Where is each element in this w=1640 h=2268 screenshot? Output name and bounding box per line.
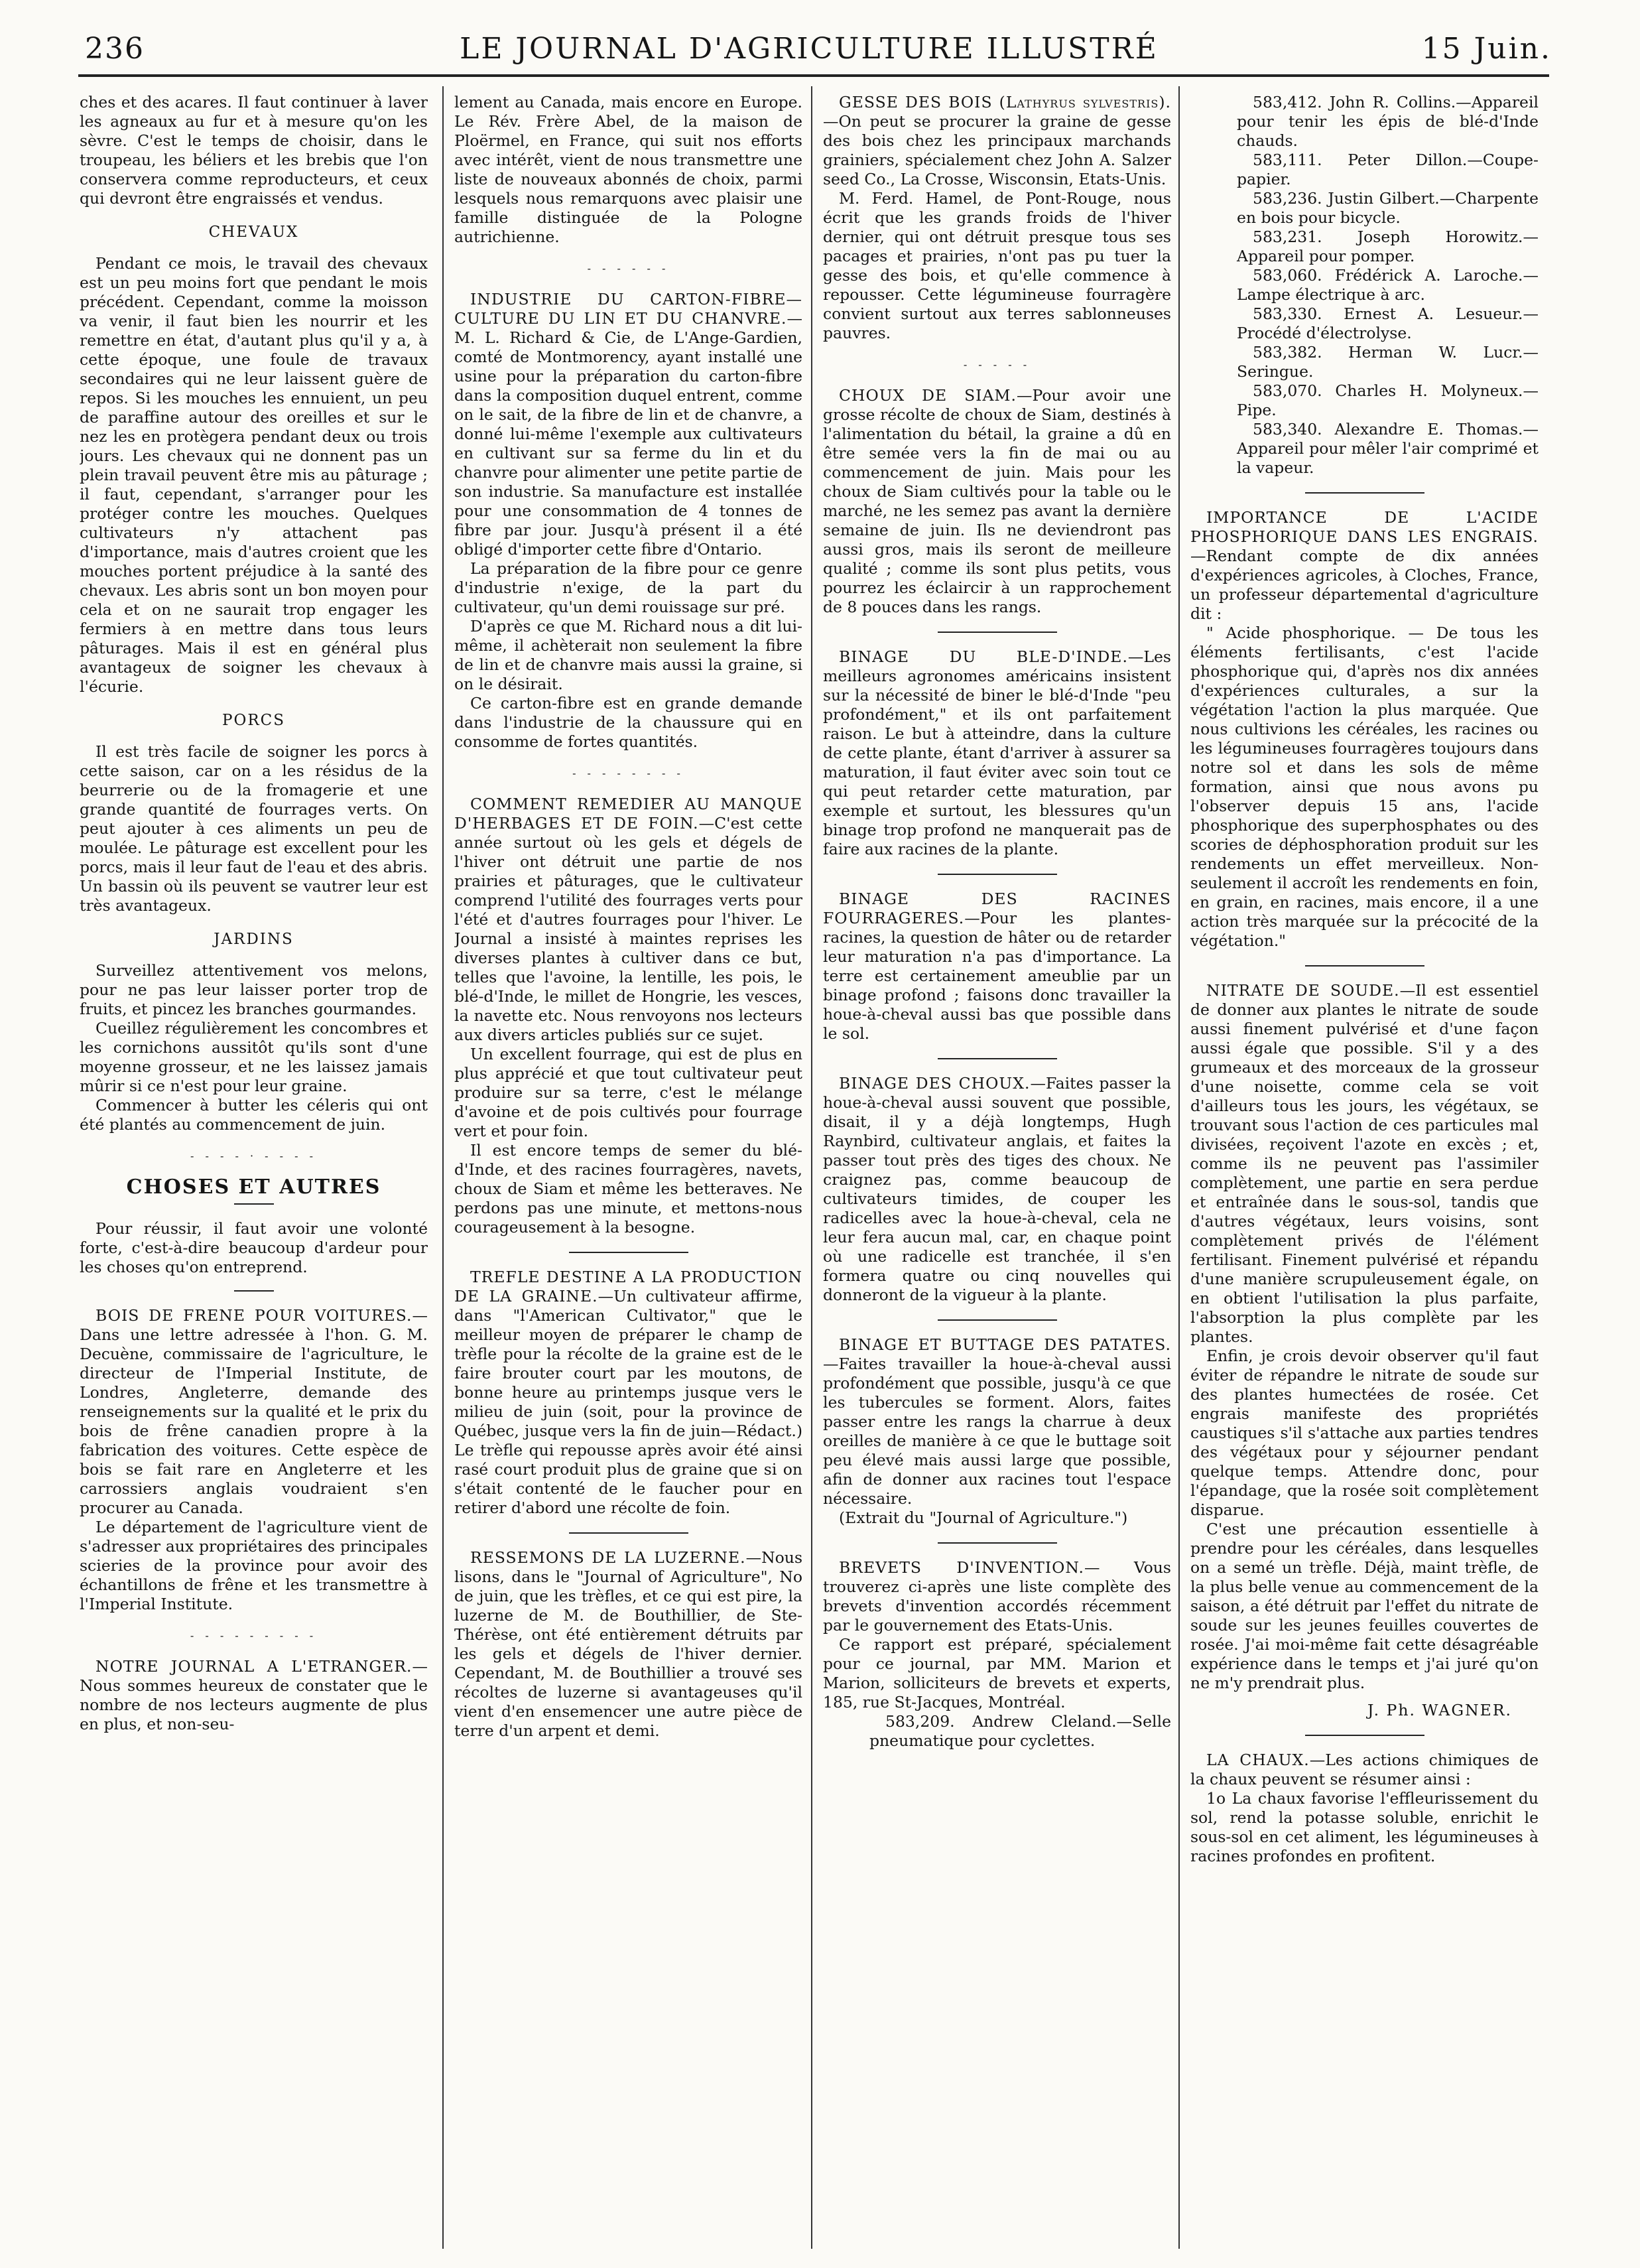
paragraph: M. Ferd. Hamel, de Pont-Rouge, nous écrit que les grands froids de l'hiver dernier, qui ont détruit presque tous ses pacages et prairies, n'ont pas pu tuer la gesse des bois, et qu'elle commence à repousser. Cette légumineuse fourragère convient surtout aux terres sablonneuses pauvres. (823, 189, 1171, 342)
section-heading: PORCS (221, 712, 285, 729)
patent-entry: 583,236. Justin Gilbert.—Charpente en bois pour bicycle. (1237, 189, 1539, 227)
paragraph: 1o La chaux favorise l'effleurissement du sol, rend la potasse soluble, enrichit le sous-sol en cet aliment, les légumineuses à racines profondes en profitent. (1190, 1789, 1539, 1865)
article-body: —Un cultivateur affirme, dans "l'American Cultivator," que le meilleur moyen de préparer le champ de trèfle pour la récolte de la graine est de le faire brouter court par les moutons, de bonne heure au printemps jusque vers le milieu de juin (soit, pour la province de Québec, jusque vers la fin de juin—Rédact.) Le trèfle qui repousse après avoir été ainsi rasé court produit plus de graine que si on s'était contenté de le faucher pour en retirer d'abord une récolte de foin. (454, 1287, 802, 1517)
patent-entry: 583,382. Herman W. Lucr.—Seringue. (1237, 343, 1539, 381)
article-heading: TREFLE DESTINE A LA PRODUCTION DE LA GRAINE. (454, 1268, 802, 1305)
article-body: —Les actions chimiques de la chaux peuvent se résumer ainsi : (1190, 1751, 1539, 1788)
article-body: —On peut se procurer la graine de gesse des bois chez les principaux marchands grainiers, spécialement chez John A. Salzer seed Co., La Crosse, Wisconsin, Etats-Unis. (823, 112, 1171, 188)
quoted-paragraph: " Acide phosphorique. — De tous les éléments fertilisants, c'est l'acide phosphorique qui, d'après nos dix années d'expériences culturales, a sur la végétation l'action la plus marquée. Que nous cultivions les céréales, les racines ou les légumineuses fourragères toujours dans notre sol et dans les sols de même formation, ainsi que nous avons pu l'observer depuis 15 ans, l'acide phosphorique des superphosphates ou des scories de déphosphoration produit sur les rendements un effet merveilleux. Non-seulement il accroît les rendements en foin, en grain, en racines, mais encore, il a une action très marquée sur la précocité de la végétation." (1190, 624, 1539, 950)
column-1 (80, 93, 428, 2242)
article-body: — Vous trouverez ci-après une liste complète des brevets d'invention accordés récemment par le gouvernement des Etats-Unis. (823, 1558, 1171, 1634)
column-4 (1190, 93, 1539, 2242)
column-divider (811, 86, 812, 2249)
paragraph: Commencer à butter les céleris qui ont été plantés au commencement de juin. (80, 1096, 428, 1134)
patent-entry: 583,330. Ernest A. Lesueur.—Procédé d'électrolyse. (1237, 304, 1539, 342)
journal-title: LE JOURNAL D'AGRICULTURE ILLUSTRÉ (460, 32, 1159, 66)
article-heading: CHOUX DE SIAM. (839, 386, 1017, 405)
paragraph: La préparation de la fibre pour ce genre d'industrie n'exige, de la part du cultivateur, qu'un demi rouissage sur pré. (454, 559, 802, 616)
title-rule (234, 1203, 274, 1205)
paragraph: D'après ce que M. Richard nous a dit lui-même, il achèterait non seulement la fibre de lin et de chanvre mais aussi la graine, si on le désirait. (454, 617, 802, 693)
separator-rule (938, 1058, 1057, 1059)
article-heading: BINAGE DES RACINES FOURRAGERES. (823, 890, 1171, 927)
patent-entry: 583,412. John R. Collins.—Appareil pour tenir les épis de blé-d'Inde chauds. (1237, 93, 1539, 150)
article-body: —Rendant compte de dix années d'expériences agricoles, à Cloches, France, un professeur départemental d'agriculture dit : (1190, 547, 1539, 623)
paragraph: Il est encore temps de semer du blé-d'Inde, et des racines fourragères, navets, choux de Siam et même les betteraves. Ne perdons pas une minute, et mettons-nous courageusement à la besogne. (454, 1141, 802, 1236)
column-divider (1178, 86, 1180, 2249)
paragraph: C'est une précaution essentielle à prendre pour les céréales, dans lesquelles on a semé un trèfle. Déjà, maint trèfle, de la plus belle venue au commencement de la saison, a été détruit par l'effet du nitrate de soude sur les jeunes feuilles couvertes de rosée. J'ai moi-même fait cette désagréable expérience dans le temps et j'ai juré qu'on ne m'y prendrait plus. (1190, 1520, 1539, 1692)
article-body: —M. L. Richard & Cie, de L'Ange-Gardien, comté de Montmorency, ayant installé une usine pour la préparation du carton-fibre dans la composition duquel entrent, comme on le sait, de la fibre de lin et de chanvre, a donné lui-même l'exemple aux cultivateurs en cultivant sur sa ferme du lin et du chanvre pour alimenter une petite partie de son industrie. Sa manufacture est installée pour une consommation de 4 tonnes de fibre par jour. Jusqu'à présent il a été obligé d'importer cette fibre d'Ontario. (454, 309, 802, 559)
paragraph: Ce rapport est préparé, spécialement pour ce journal, par MM. Marion et Marion, solliciteurs de brevets et experts, 185, rue St-Jacques, Montréal. (823, 1635, 1171, 1711)
section-heading: CHEVAUX (208, 224, 299, 241)
article-body: —Pour avoir une grosse récolte de choux de Siam, destinés à l'alimentation du bétail, la graine a dû en être semée vers la fin de mai ou au commencement de juin. Mais pour les choux de Siam cultivés pour la table ou le marché, ne les semez pas avant la dernière semaine de juin. Ils ne deviendront pas aussi gros, mais ils seront de meilleure qualité ; comme ils sont plus petits, vous pourrez les éclaircir à un rapprochement de 8 pouces dans les rangs. (823, 386, 1171, 616)
patent-entry: 583,070. Charles H. Molyneux.—Pipe. (1237, 381, 1539, 419)
patent-entry: 583,340. Alexandre E. Thomas.—Appareil pour mêler l'air comprimé et la vapeur. (1237, 420, 1539, 477)
paragraph: Ce carton-fibre est en grande demande dans l'industrie de la chaussure qui en consomme de fortes quantités. (454, 694, 802, 751)
paragraph: Pendant ce mois, le travail des chevaux est un peu moins fort que pendant le mois précédent. Cependant, comme la moisson va venir, il faut bien les nourrir et les remettre en état, d'autant plus qu'il y a, à cette époque, une foule de travaux secondaires qui ne leur laissent guère de repos. Si les mouches les ennuient, un peu de paraffine autour des oreilles et sur le nez les en protègera pendant deux ou trois jours. Les chevaux qui ne donnent pas un plein travail peuvent être mis au pâturage ; il faut, cependant, s'arranger pour les protéger contre les mouches. Quelques cultivateurs n'y attachent pas d'importance, mais d'autres croient que les mouches portent préjudice à la santé des chevaux. Les abris sont un bon moyen pour cela et on ne saurait trop engager les fermiers à en mettre dans tous leurs pâturages. Mais il est en général plus avantageux de soigner les chevaux à l'écurie. (80, 254, 428, 696)
paragraph: Surveillez attentivement vos melons, pour ne pas leur laisser porter trop de fruits, et pincez les branches gourmandes. (80, 961, 428, 1018)
source-note: (Extrait du "Journal of Agriculture.") (839, 1508, 1128, 1527)
patent-entry: 583,111. Peter Dillon.—Coupe-papier. (1237, 151, 1539, 188)
separator-rule (938, 632, 1057, 633)
article-heading: IMPORTANCE DE L'ACIDE PHOSPHORIQUE DANS LES ENGRAIS. (1190, 508, 1539, 546)
separator: - - - - - - - - (572, 767, 684, 779)
patent-entry: 583,209. Andrew Cleland.—Selle pneumatique pour cyclettes. (869, 1712, 1171, 1750)
article-heading: RESSEMONS DE LA LUZERNE. (470, 1548, 746, 1567)
separator: - - - - - - - - - (190, 1629, 318, 1642)
article-heading: NITRATE DE SOUDE. (1206, 981, 1400, 1000)
article-heading: BREVETS D'INVENTION. (839, 1558, 1084, 1577)
paragraph: ches et des acares. Il faut continuer à laver les agneaux au fur et à mesure qu'on les sèvre. C'est le temps de choisir, dans le troupeau, les béliers et les brebis que l'on conservera comme reproducteurs, et ceux qui devront être engraissés et vendus. (80, 93, 428, 208)
article-body: —Faites travailler la houe-à-cheval aussi profondément que possible, jusqu'à ce que les tubercules se forment. Alors, faites passer entre les rangs la charrue à deux oreilles de manière à ce que le buttage soit peu élevé mais aussi large que possible, afin de donner aux racines tout l'espace nécessaire. (823, 1355, 1171, 1508)
separator-rule (569, 1252, 688, 1253)
column-2 (454, 93, 802, 2242)
issue-date: 15 Juin. (1421, 32, 1552, 66)
separator-rule (1305, 965, 1424, 967)
separator: - - - - - - (587, 262, 670, 275)
page-header (66, 32, 1552, 73)
signature: J. Ph. WAGNER. (1367, 1701, 1512, 1719)
paragraph: Un excellent fourrage, qui est de plus en plus apprécié et que tout cultivateur peut produire sur sa terre, c'est le mélange d'avoine et de pois cultivés pour fourrage vert et pour foin. (454, 1045, 802, 1140)
patent-entry: 583,231. Joseph Horowitz.—Appareil pour pomper. (1237, 228, 1539, 265)
section-heading: JARDINS (214, 931, 294, 948)
section-title: CHOSES ET AUTRES (126, 1175, 381, 1199)
article-heading: GESSE DES BOIS (Lathyrus sylvestris). (839, 93, 1171, 111)
paragraph: lement au Canada, mais encore en Europe. Le Rév. Frère Abel, de la maison de Ploërmel, en France, qui suit nos efforts avec intérêt, vient de nous transmettre une liste de nouveaux abonnés de choix, parmi lesquels nous remarquons avec plaisir une famille distinguée de la Pologne autrichienne. (454, 93, 802, 246)
separator: - - - - · - - - - (190, 1150, 318, 1162)
article-heading: INDUSTRIE DU CARTON-FIBRE—CULTURE DU LIN ET DU CHANVRE. (454, 290, 802, 328)
patent-entry: 583,060. Frédérick A. Laroche.—Lampe électrique à arc. (1237, 266, 1539, 304)
separator-rule (1305, 492, 1424, 494)
epigraph: Pour réussir, il faut avoir une volonté forte, c'est-à-dire beaucoup d'ardeur pour les choses qu'on entreprend. (80, 1219, 428, 1276)
column-3 (823, 93, 1171, 2242)
separator-rule (938, 1542, 1057, 1544)
article-heading: BINAGE ET BUTTAGE DES PATATES. (839, 1335, 1171, 1354)
separator-rule (1305, 1735, 1424, 1736)
article-body: —Dans une lettre adressée à l'hon. G. M. Decuène, commissaire de l'agriculture, le directeur de l'Imperial Institute, de Londres, Angleterre, demande des renseignements sur la qualité et le prix du bois de frêne canadien propre à la fabrication des voitures. Cette espèce de bois se fait rare en Angleterre et les carrossiers anglais voudraient s'en procurer au Canada. (80, 1306, 428, 1517)
article-heading: LA CHAUX. (1206, 1751, 1310, 1769)
article-body: —C'est cette année surtout où les gels et dégels de l'hiver ont détruit une partie de nos prairies et pâturages, que le cultivateur comprend l'utilité des fourrages verts pour l'été et d'autres fourrages pour l'hiver. Le Journal a insisté à maintes reprises les diverses plantes à cultiver dans ce but, telles que l'avoine, la lentille, les pois, le blé-d'Inde, le millet de Hongrie, les vesces, la navette etc. Nous renvoyons nos lecteurs aux divers articles publiés sur ce sujet. (454, 814, 802, 1044)
header-rule (78, 74, 1549, 77)
separator-rule (938, 1319, 1057, 1321)
separator-rule (569, 1532, 688, 1534)
article-body: —Pour les plantes-racines, la question de hâter ou de retarder leur maturation n'a pas d'importance. La terre est certainement ameublie par un binage profond ; faisons donc travailler la houe-à-cheval aussi bas que possible dans le sol. (823, 909, 1171, 1043)
title-rule (234, 1290, 274, 1292)
article-body: —Nous lisons, dans le "Journal of Agriculture", No de juin, que les trèfles, et ce qui est pire, la luzerne de M. de Bouthillier, de Ste-Thérèse, ont été entièrement détruits par les gels et dégels de l'hiver dernier. Cependant, M. de Bouthillier a trouvé ses récoltes de luzerne si avantageuses qu'il vient d'en ensemencer une autre pièce de terre d'un arpent et demi. (454, 1548, 802, 1740)
article-heading: BINAGE DES CHOUX. (839, 1074, 1031, 1093)
separator: - - - - - (963, 358, 1031, 371)
article-heading: BOIS DE FRENE POUR VOITURES. (95, 1306, 412, 1325)
article-body: —Il est essentiel de donner aux plantes le nitrate de soude aussi finement pulvérisé et d'une façon aussi égale que possible. S'il y a des grumeaux et des morceaux de la grosseur d'une noisette, comme cela se voit d'ailleurs tous les jours, les végétaux, se trouvant sous l'action de ces particules mal divisées, reçoivent l'azote en excès ; et, comme ils ne peuvent pas l'assimiler complètement, une partie en sera perdue et entraînée dans le sous-sol, tandis que d'autres végétaux, leurs voisins, sont complètement privés de l'élément fertilisant. Finement pulvérisé et répandu d'une manière scrupuleusement égale, on en obtient l'utilisation la plus parfaite, l'absorption la plus complète par les plantes. (1190, 981, 1539, 1346)
article-body: —Nous sommes heureux de constater que le nombre de nos lecteurs augmente de plus en plus, et non-seu- (80, 1657, 428, 1733)
separator-rule (938, 874, 1057, 875)
article-heading: NOTRE JOURNAL A L'ETRANGER. (95, 1657, 412, 1676)
column-divider (442, 86, 444, 2249)
article-body: —Faites passer la houe-à-cheval aussi souvent que possible, disait, il y a déjà longtemps, Hugh Raynbird, cultivateur anglais, et faites la passer tout près des tiges des choux. Ne craignez pas, comme beaucoup de cultivateurs timides, de couper les radicelles avec la houe-à-cheval, cela ne leur fera aucun mal, car, en chaque point où une radicelle est tranchée, il s'en formera quatre ou cinq nouvelles qui donneront de la vigueur à la plante. (823, 1074, 1171, 1304)
paragraph: Enfin, je crois devoir observer qu'il faut éviter de répandre le nitrate de soude sur des plantes humectées de rosée. Cet engrais manifeste des propriétés caustiques s'il s'attache aux parties tendres des végétaux pour y séjourner pendant quelque temps. Attendre donc, pour l'épandage, que la rosée soit complètement disparue. (1190, 1347, 1539, 1519)
article-body: —Les meilleurs agronomes américains insistent sur la nécessité de biner le blé-d'Inde "peu profondément," et ils ont parfaitement raison. Le but à atteindre, dans la culture de cette plante, étant d'arriver à assurer sa maturation, il faut éviter avec soin tout ce qui peut retarder cette maturation, par exemple et surtout, les blessures qu'un binage trop profond ne manquerait pas de faire aux racines de la plante. (823, 647, 1171, 858)
article-heading: COMMENT REMEDIER AU MANQUE D'HERBAGES ET DE FOIN. (454, 795, 802, 833)
paragraph: Le département de l'agriculture vient de s'adresser aux propriétaires des principales scieries de la province pour avoir des échantillons de frêne et les transmettre à l'Imperial Institute. (80, 1518, 428, 1613)
page-number: 236 (85, 32, 145, 66)
paragraph: Cueillez régulièrement les concombres et les cornichons aussitôt qu'ils sont d'une moyenne grosseur, et ne les laissez jamais mûrir si ce n'est pour leur graine. (80, 1019, 428, 1095)
paragraph: Il est très facile de soigner les porcs à cette saison, car on a les résidus de la beurrerie ou de la fromagerie et une grande quantité de fourrages verts. On peut ajouter à ces aliments un peu de moulée. Le pâturage est excellent pour les porcs, mais il leur faut de l'eau et des abris. Un bassin où ils peuvent se vautrer leur est très avantageux. (80, 742, 428, 915)
article-heading: BINAGE DU BLE-D'INDE. (839, 647, 1128, 666)
